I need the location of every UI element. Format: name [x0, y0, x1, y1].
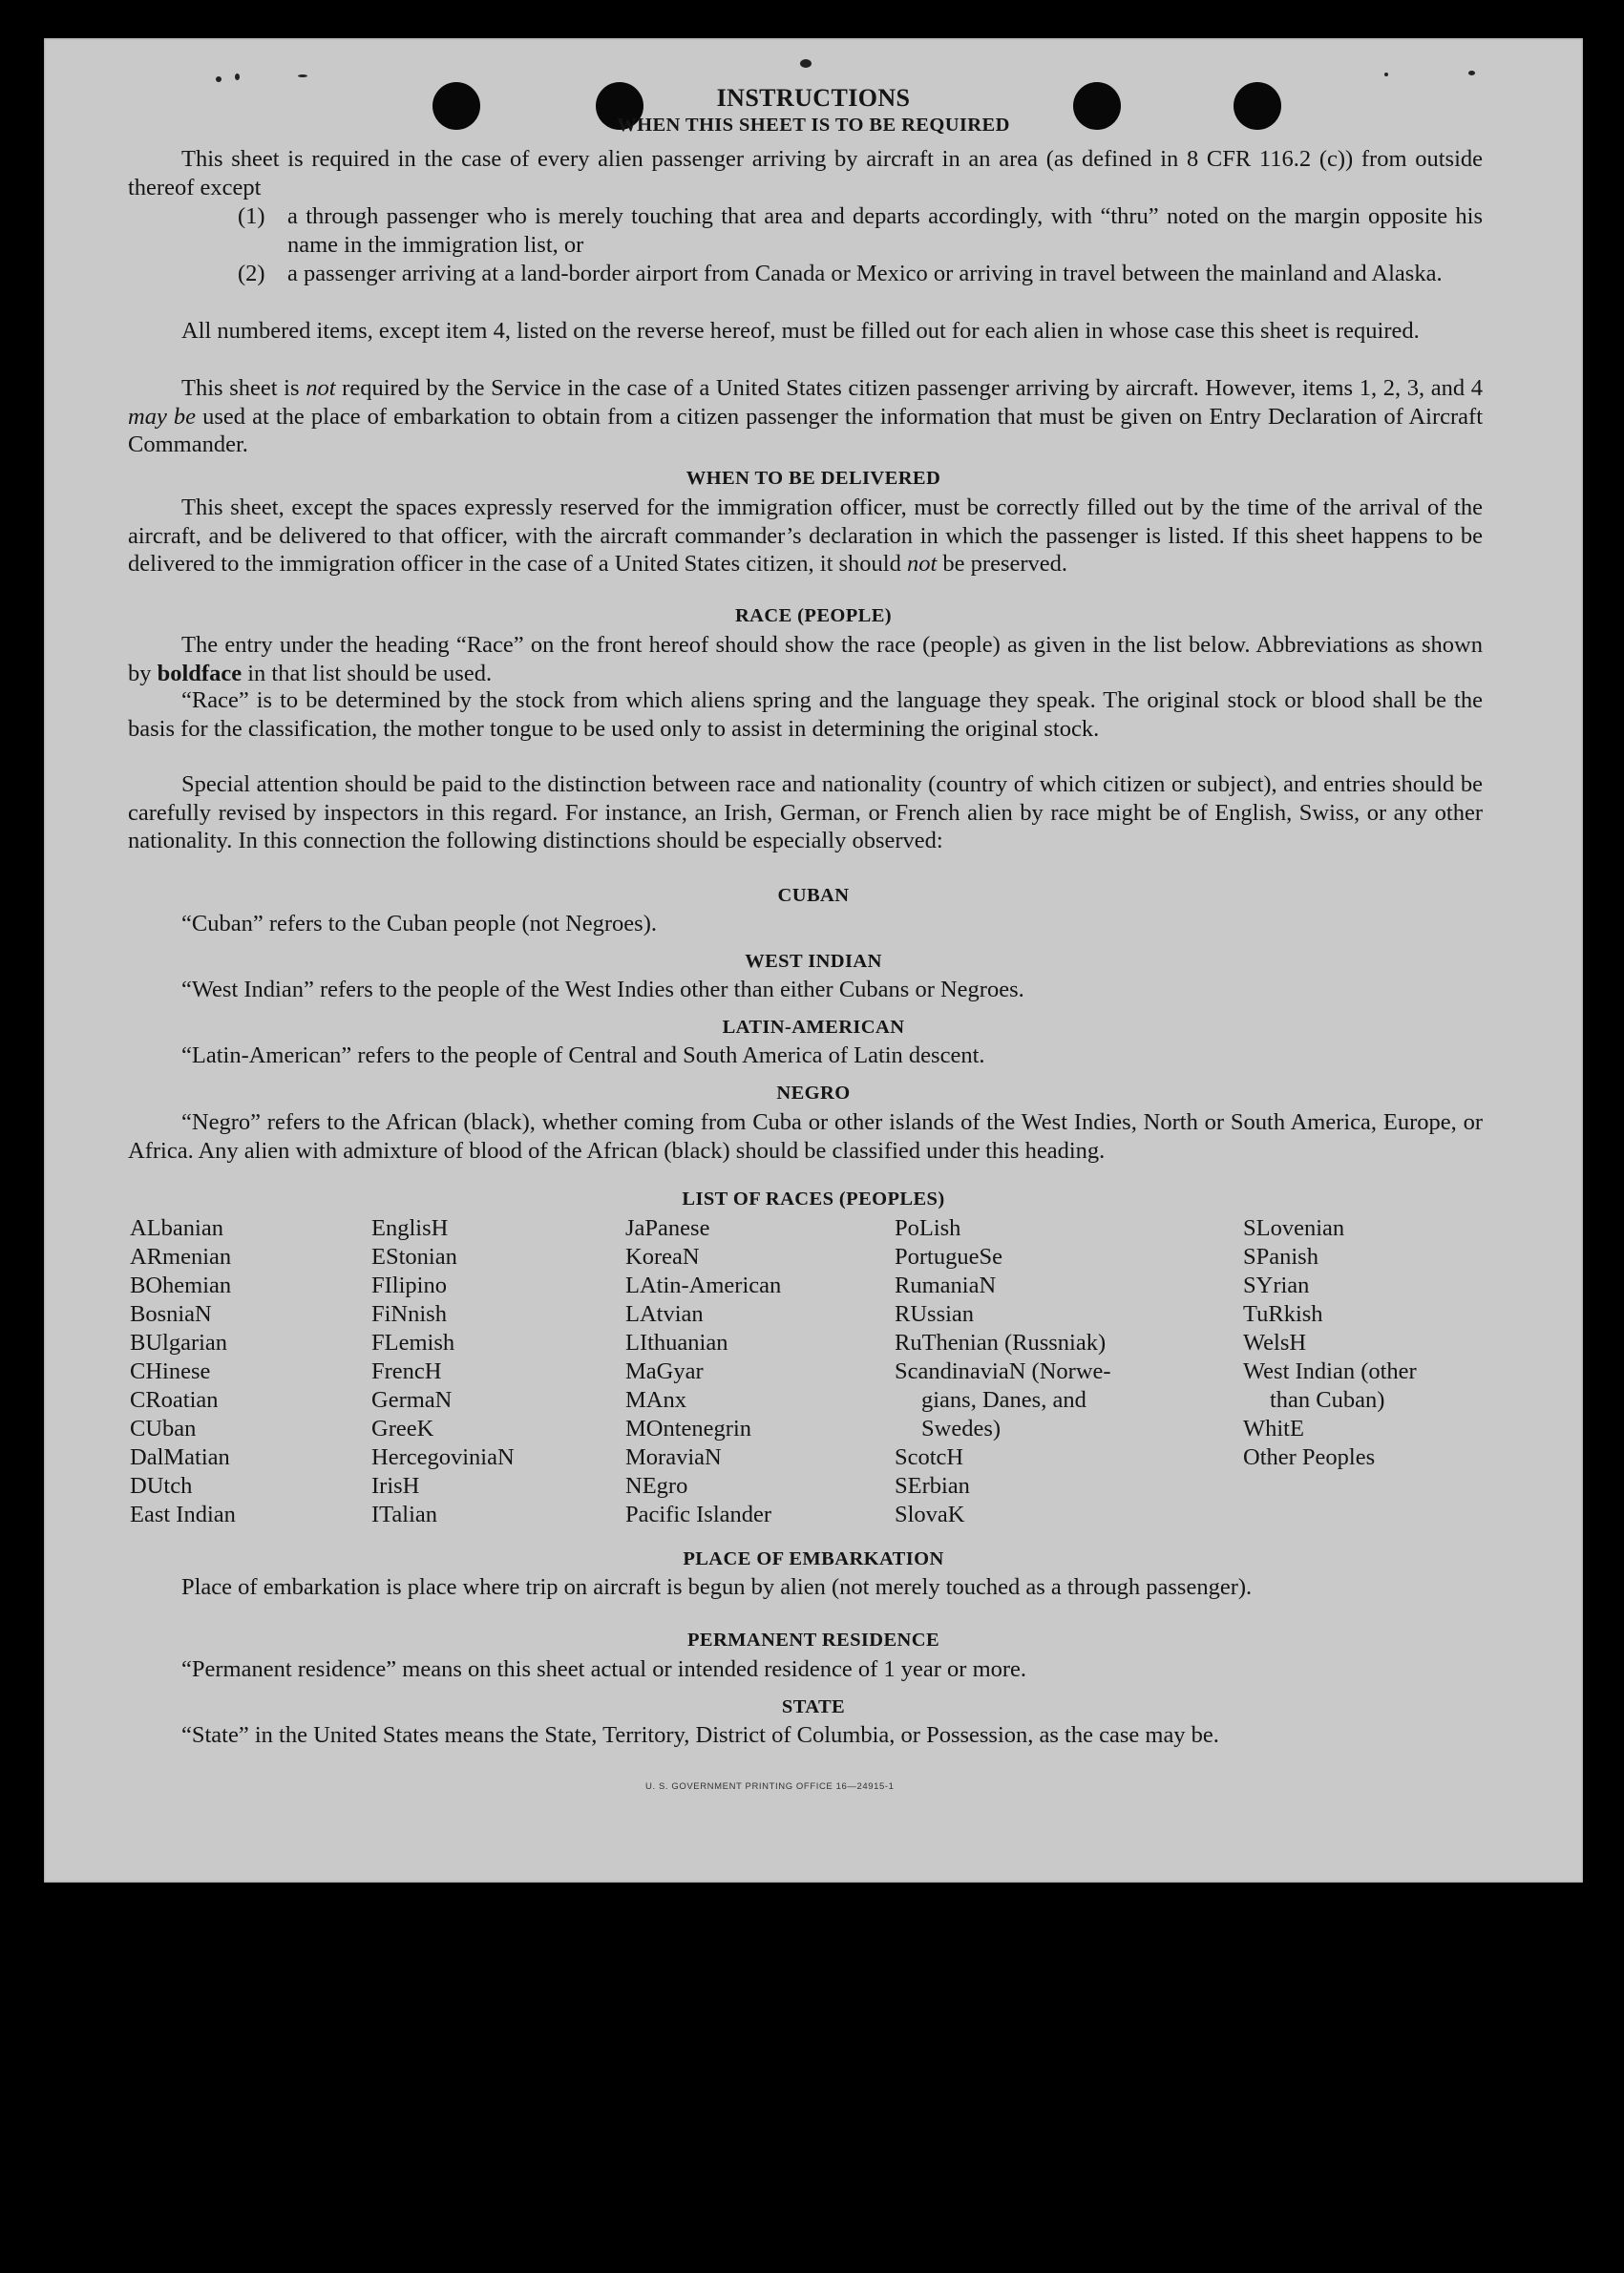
race-entry-boldface: boldface: [157, 660, 243, 686]
race-item: DUtch: [130, 1473, 193, 1499]
race-item: Other Peoples: [1243, 1444, 1376, 1470]
race-item: BUlgarian: [130, 1330, 228, 1356]
special-attention-paragraph: Special attention should be paid to the distinction between race and nationality (country of which citizen or subject), and entries should be carefully revised by inspectors in this regard. For instance, an Irish, German, or French alien by race might be of English, Swiss, or any other nationality. In this connection the following distinctions should be especially observed:: [128, 771, 1483, 853]
race-item: FrencH: [371, 1358, 442, 1384]
exception-1-number: (1): [238, 203, 265, 229]
race-item: FLemish: [371, 1330, 455, 1356]
race-item: SLovenian: [1243, 1215, 1345, 1241]
race-item: Pacific Islander: [625, 1502, 772, 1527]
race-item: RuThenian (Russniak): [895, 1330, 1107, 1356]
race-item: MaGyar: [625, 1358, 704, 1384]
race-item: PoLish: [895, 1215, 961, 1241]
race-item: ALbanian: [130, 1215, 223, 1241]
place-of-embarkation-heading: PLACE OF EMBARKATION: [683, 1548, 944, 1569]
race-item: CHinese: [130, 1358, 211, 1384]
exception-2-number: (2): [238, 261, 265, 286]
race-item: KoreaN: [625, 1244, 700, 1270]
race-item: ARmenian: [130, 1244, 232, 1270]
race-column-2: [371, 1214, 515, 1529]
race-item: DalMatian: [130, 1444, 230, 1470]
cuban-heading: CUBAN: [777, 885, 850, 906]
race-item: WhitE: [1243, 1416, 1304, 1442]
citizen-may-be: may be: [128, 403, 197, 430]
race-item: West Indian (other: [1243, 1358, 1417, 1384]
west-indian-heading: WEST INDIAN: [745, 951, 882, 972]
race-item: EnglisH: [371, 1215, 449, 1241]
citizen-text-b: required by the Service in the case of a United States citizen passenger arriving by aircraft. However, items 1, 2, 3, and 4: [342, 375, 1484, 401]
race-item: MAnx: [625, 1387, 686, 1413]
race-item: gians, Danes, and: [921, 1387, 1086, 1413]
instructions-heading: INSTRUCTIONS: [716, 84, 911, 112]
permanent-residence-heading: PERMANENT RESIDENCE: [686, 1630, 940, 1651]
race-item: LAtin-American: [625, 1273, 782, 1298]
speck: [298, 74, 307, 77]
race-item: CRoatian: [130, 1387, 219, 1413]
race-item: HercegoviniaN: [371, 1444, 515, 1470]
race-item: WelsH: [1243, 1330, 1307, 1356]
race-item: BosniaN: [130, 1301, 212, 1327]
numbered-items-paragraph: All numbered items, except item 4, listed on the reverse hereof, must be filled out for each alien in whose case this sheet is required.: [181, 318, 1420, 344]
delivered-text-b: be preserved.: [942, 551, 1068, 577]
race-item: EStonian: [371, 1244, 457, 1270]
speck: [235, 74, 240, 80]
race-item: Swedes): [921, 1416, 1002, 1442]
embarkation-definition: Place of embarkation is place where trip on aircraft is begun by alien (not merely touched as a through passenger).: [181, 1574, 1253, 1600]
race-item: NEgro: [625, 1473, 688, 1499]
race-item: SPanish: [1243, 1244, 1318, 1270]
citizen-text-a: This sheet is: [181, 375, 300, 401]
race-column-5: [1243, 1214, 1417, 1472]
delivered-text-a: This sheet, except the spaces expressly reserved for the immigration officer, must be correctly filled out by the time of the arrival of the aircraft, and be delivered to that officer, with the aircraft commander’s declaration in which the passenger is listed. If this sheet happens to be delivered to the immigration officer in the case of a United States citizen, it should: [128, 495, 1483, 577]
cuban-definition: “Cuban” refers to the Cuban people (not Negroes).: [181, 911, 657, 937]
negro-definition: “Negro” refers to the African (black), whether coming from Cuba or other islands of the West Indies, North or South America, Europe, or Africa. Any alien with admixture of blood of the African (black) should be classified under this heading.: [128, 1109, 1483, 1164]
speck: [216, 76, 221, 82]
race-determined-paragraph: “Race” is to be determined by the stock from which aliens spring and the language they speak. The original stock or blood shall be the basis for the classification, the mother tongue to be used only to assist in determining the original stock.: [128, 687, 1483, 742]
state-heading: STATE: [781, 1696, 846, 1717]
exception-2-text: a passenger arriving at a land-border airport from Canada or Mexico or arriving in travel between the mainland and Alaska.: [287, 261, 1443, 286]
latin-american-heading: LATIN-AMERICAN: [722, 1017, 905, 1038]
race-entry-text-b: in that list should be used.: [247, 660, 493, 686]
race-item: FiNnish: [371, 1301, 447, 1327]
race-item: RumaniaN: [895, 1273, 997, 1298]
race-item: BOhemian: [130, 1273, 232, 1298]
race-item: TuRkish: [1243, 1301, 1323, 1327]
race-item: GermaN: [371, 1387, 453, 1413]
race-heading: RACE (PEOPLE): [734, 605, 893, 626]
race-entry-text-a: The entry under the heading “Race” on the front hereof should show the race (people) as given in the list below. Abbreviations as shown by: [128, 632, 1483, 686]
race-item: SlovaK: [895, 1502, 965, 1527]
race-column-4: [895, 1214, 1111, 1529]
race-entry-paragraph: [128, 631, 1483, 687]
document-page: [44, 38, 1583, 1883]
race-item: East Indian: [130, 1502, 236, 1527]
delivered-paragraph: [128, 494, 1483, 579]
residence-definition: “Permanent residence” means on this sheet actual or intended residence of 1 year or more.: [181, 1656, 1027, 1682]
race-column-1: [130, 1214, 236, 1529]
race-item: SErbian: [895, 1473, 970, 1499]
delivered-not: not: [906, 551, 938, 577]
race-item: MOntenegrin: [625, 1416, 751, 1442]
when-delivered-heading: WHEN TO BE DELIVERED: [685, 468, 941, 489]
speck: [800, 59, 812, 68]
race-column-3: [625, 1214, 781, 1529]
state-definition: “State” in the United States means the State, Territory, District of Columbia, or Possession, as the case may be.: [181, 1722, 1219, 1748]
race-item: MoraviaN: [625, 1444, 722, 1470]
race-item: FIlipino: [371, 1273, 447, 1298]
race-item: SYrian: [1243, 1273, 1310, 1298]
printing-office-footer: U. S. GOVERNMENT PRINTING OFFICE 16—24915-1: [645, 1781, 895, 1792]
race-item: ScandinaviaN (Norwe-: [895, 1358, 1111, 1384]
race-item: GreeK: [371, 1416, 434, 1442]
race-item: IrisH: [371, 1473, 420, 1499]
race-item: than Cuban): [1270, 1387, 1385, 1413]
list-of-races-heading: LIST OF RACES (PEOPLES): [682, 1189, 945, 1210]
exception-1-text: a through passenger who is merely touching that area and departs accordingly, with “thru” noted on the margin opposite his name in the immigration list, or: [287, 203, 1483, 258]
negro-heading: NEGRO: [776, 1083, 851, 1104]
race-item: JaPanese: [625, 1215, 710, 1241]
required-intro-paragraph: This sheet is required in the case of every alien passenger arriving by aircraft in an area (as defined in 8 CFR 116.2 (c)) from outside thereof except: [128, 146, 1483, 200]
speck: [1468, 71, 1475, 75]
exception-2: [238, 260, 1483, 288]
west-indian-definition: “West Indian” refers to the people of the West Indies other than either Cubans or Negroes.: [181, 977, 1024, 1002]
citizen-text-c: used at the place of embarkation to obtain from a citizen passenger the information that must be given on Entry Declaration of Aircraft Commander.: [128, 403, 1483, 457]
race-item: ScotcH: [895, 1444, 964, 1470]
race-item: ITalian: [371, 1502, 438, 1527]
race-item: CUban: [130, 1416, 197, 1442]
race-item: LIthuanian: [625, 1330, 728, 1356]
speck: [1384, 73, 1388, 76]
race-item: LAtvian: [625, 1301, 704, 1327]
when-required-heading: WHEN THIS SHEET IS TO BE REQUIRED: [617, 115, 1010, 136]
latin-american-definition: “Latin-American” refers to the people of Central and South America of Latin descent.: [181, 1042, 985, 1068]
race-item: PortugueSe: [895, 1244, 1002, 1270]
citizen-paragraph: [128, 374, 1483, 459]
exception-1: [238, 202, 1483, 259]
race-item: RUssian: [895, 1301, 975, 1327]
citizen-not: not: [306, 375, 336, 401]
